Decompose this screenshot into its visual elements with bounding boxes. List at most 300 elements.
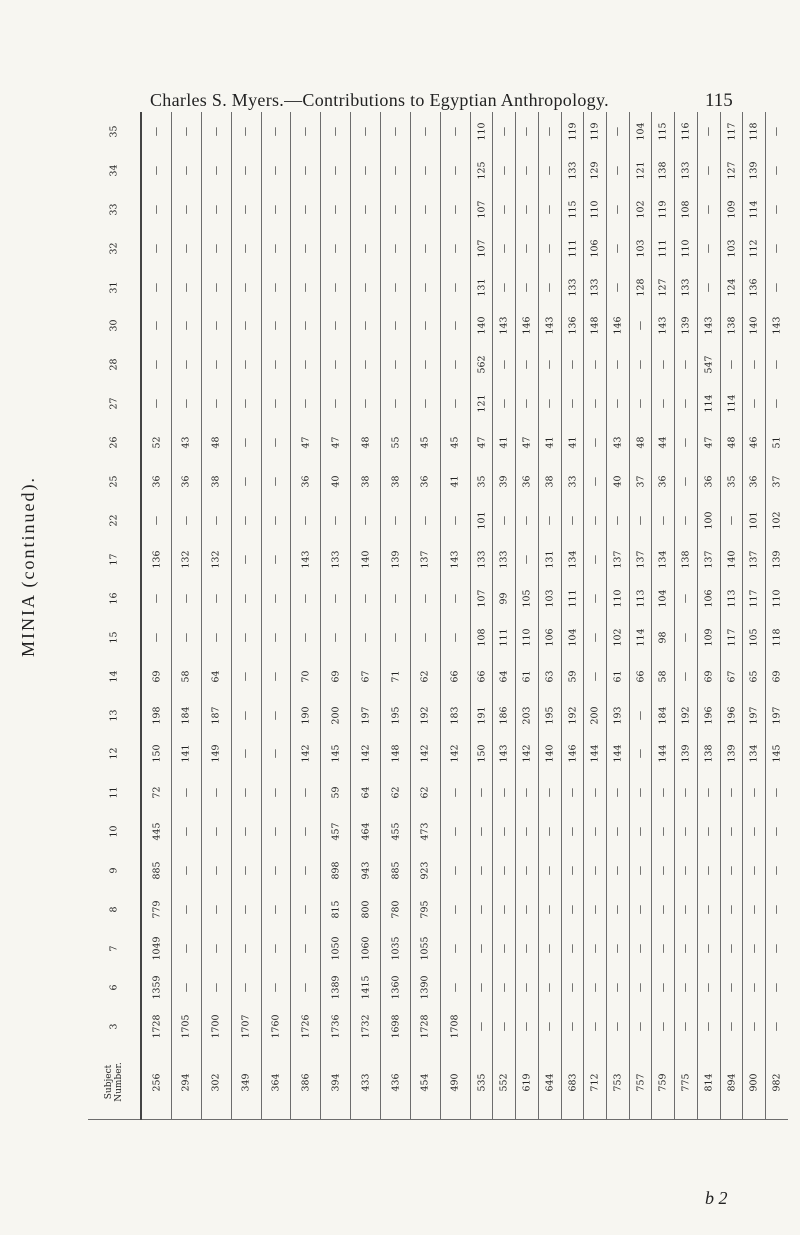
- cell-value: —: [300, 865, 312, 876]
- cell-value: 43: [612, 436, 624, 449]
- cell-value: 140: [544, 745, 556, 763]
- column-header: [88, 579, 141, 618]
- cell-value: —: [270, 476, 282, 487]
- cell-value: —: [360, 515, 372, 526]
- data-cell: [440, 112, 470, 151]
- data-cell: [743, 345, 766, 384]
- cell-value: 1415: [360, 975, 372, 1000]
- data-cell: [697, 579, 720, 618]
- cell-value: —: [612, 904, 624, 915]
- cell-value: —: [748, 360, 760, 370]
- data-cell: [561, 812, 584, 851]
- cell-value: —: [680, 827, 692, 837]
- data-cell: [697, 851, 720, 890]
- cell-value: —: [180, 943, 192, 954]
- data-cell: [538, 462, 561, 501]
- data-cell: [231, 384, 261, 423]
- cell-value: —: [521, 865, 533, 876]
- data-cell: [231, 501, 261, 540]
- data-cell: [538, 968, 561, 1007]
- cell-value: —: [360, 204, 372, 214]
- data-cell: [291, 773, 321, 812]
- column-header-label: 26: [108, 436, 120, 449]
- data-cell: [231, 929, 261, 968]
- cell-value: —: [589, 1021, 601, 1031]
- data-cell: [470, 968, 493, 1007]
- data-cell: [261, 112, 291, 151]
- data-cell: [561, 773, 584, 812]
- cell-value: —: [210, 204, 222, 214]
- cell-value: 142: [419, 745, 431, 763]
- data-cell: [171, 501, 201, 540]
- cell-value: —: [150, 321, 162, 331]
- running-title: Charles S. Myers.—Contributions to Egyptian Anthropology.: [150, 90, 609, 110]
- cell-value: —: [680, 982, 692, 993]
- cell-value: 55: [390, 436, 402, 449]
- data-cell: [493, 968, 516, 1007]
- data-cell: [440, 696, 470, 735]
- cell-value: 562: [476, 355, 488, 374]
- data-cell: [201, 657, 231, 696]
- data-cell: [291, 190, 321, 229]
- cell-value: —: [498, 865, 510, 876]
- data-cell: [720, 462, 743, 501]
- data-cell: [720, 851, 743, 890]
- cell-value: 200: [589, 706, 601, 724]
- data-cell: [321, 773, 351, 812]
- cell-value: —: [240, 749, 252, 759]
- data-cell: [171, 657, 201, 696]
- cell-value: 1050: [330, 936, 342, 961]
- cell-value: —: [612, 282, 624, 292]
- data-cell: [561, 657, 584, 696]
- data-cell: [538, 112, 561, 151]
- data-cell: [584, 462, 607, 501]
- cell-value: —: [270, 865, 282, 876]
- cell-value: 121: [476, 394, 488, 413]
- data-cell: [470, 307, 493, 346]
- data-cell: [321, 345, 351, 384]
- cell-value: 923: [419, 861, 431, 880]
- data-cell: [351, 501, 381, 540]
- cell-value: 107: [476, 589, 488, 608]
- cell-value: —: [330, 399, 342, 409]
- column-header-label: 3: [108, 1023, 120, 1030]
- data-cell: [766, 579, 788, 618]
- cell-value: —: [240, 476, 252, 487]
- cell-value: —: [240, 438, 252, 448]
- column-32: [88, 229, 788, 268]
- cell-value: 107: [476, 239, 488, 258]
- cell-value: 795: [419, 900, 431, 919]
- data-cell: [440, 501, 470, 540]
- cell-value: —: [612, 515, 624, 526]
- data-cell: [607, 890, 630, 929]
- data-cell: [261, 929, 291, 968]
- data-cell: [675, 151, 698, 190]
- cell-value: —: [330, 593, 342, 604]
- data-cell: [201, 540, 231, 579]
- data-cell: [351, 773, 381, 812]
- data-cell: [675, 190, 698, 229]
- data-cell: [231, 851, 261, 890]
- data-cell: [171, 345, 201, 384]
- cell-value: —: [360, 321, 372, 331]
- data-cell: [743, 540, 766, 579]
- cell-value: —: [390, 243, 402, 253]
- cell-value: —: [240, 282, 252, 292]
- cell-value: 1359: [150, 975, 162, 1000]
- data-cell: [141, 773, 171, 812]
- cell-value: —: [270, 982, 282, 993]
- cell-value: 129: [589, 161, 601, 180]
- data-cell: [171, 929, 201, 968]
- cell-value: 197: [771, 706, 783, 724]
- cell-value: —: [180, 593, 192, 604]
- cell-value: —: [240, 554, 252, 565]
- data-cell: [351, 1007, 381, 1046]
- data-cell: [261, 462, 291, 501]
- cell-value: 134: [657, 550, 669, 569]
- subject-number-value: 683: [566, 1073, 578, 1092]
- side-caption: MINIA (continued).: [18, 476, 38, 657]
- cell-value: 108: [476, 628, 488, 647]
- data-cell: [675, 890, 698, 929]
- cell-value: —: [449, 788, 461, 798]
- data-cell: [743, 229, 766, 268]
- data-cell: [440, 151, 470, 190]
- data-cell: [766, 540, 788, 579]
- data-cell: [607, 307, 630, 346]
- cell-value: 63: [544, 670, 556, 683]
- data-cell: [584, 307, 607, 346]
- subject-number-value: 775: [680, 1073, 692, 1092]
- column-header: [88, 968, 141, 1007]
- cell-value: —: [680, 1021, 692, 1031]
- data-cell: [766, 812, 788, 851]
- cell-value: —: [180, 632, 192, 642]
- column-header-label: 17: [108, 553, 120, 566]
- cell-value: 101: [476, 511, 488, 530]
- data-cell: [291, 812, 321, 851]
- data-cell: [261, 229, 291, 268]
- cell-value: —: [589, 788, 601, 798]
- cell-value: 779: [150, 900, 162, 919]
- data-cell: [493, 1007, 516, 1046]
- data-cell: [561, 229, 584, 268]
- cell-value: 33: [566, 475, 578, 488]
- subject-number-value: 294: [180, 1073, 192, 1092]
- data-cell: [171, 1007, 201, 1046]
- data-cell: [171, 735, 201, 774]
- data-cell: [607, 501, 630, 540]
- cell-value: —: [657, 360, 669, 370]
- cell-value: —: [680, 593, 692, 604]
- cell-value: —: [449, 593, 461, 604]
- data-cell: [381, 345, 411, 384]
- data-cell: [538, 229, 561, 268]
- data-cell: [410, 929, 440, 968]
- data-cell: [351, 345, 381, 384]
- data-cell: [561, 929, 584, 968]
- cell-value: —: [300, 243, 312, 253]
- data-cell: [141, 190, 171, 229]
- cell-value: —: [748, 982, 760, 993]
- subject-number-cell: [141, 1046, 171, 1120]
- data-cell: [381, 307, 411, 346]
- cell-value: 200: [330, 706, 342, 724]
- data-cell: [561, 1007, 584, 1046]
- cell-value: —: [240, 321, 252, 331]
- data-cell: [607, 851, 630, 890]
- column-header-label: 13: [108, 709, 120, 722]
- data-cell: [720, 307, 743, 346]
- cell-value: —: [419, 360, 431, 370]
- data-cell: [351, 696, 381, 735]
- cell-value: 116: [680, 122, 692, 141]
- data-cell: [493, 696, 516, 735]
- cell-value: 1700: [210, 1014, 222, 1039]
- cell-value: —: [449, 165, 461, 176]
- cell-value: 43: [180, 436, 192, 449]
- cell-value: —: [498, 982, 510, 993]
- data-cell: [493, 890, 516, 929]
- cell-value: —: [150, 126, 162, 137]
- data-cell: [171, 773, 201, 812]
- cell-value: —: [657, 827, 669, 837]
- cell-value: —: [476, 904, 488, 915]
- data-cell: [291, 1007, 321, 1046]
- cell-value: —: [771, 982, 783, 993]
- cell-value: —: [390, 360, 402, 370]
- cell-value: —: [240, 710, 252, 720]
- cell-value: —: [390, 126, 402, 137]
- cell-value: 114: [635, 628, 647, 647]
- cell-value: 47: [300, 436, 312, 449]
- data-cell: [381, 890, 411, 929]
- data-cell: [697, 345, 720, 384]
- data-cell: [652, 345, 675, 384]
- cell-value: —: [210, 360, 222, 370]
- column-header: [88, 384, 141, 423]
- cell-value: 455: [390, 822, 402, 841]
- cell-value: —: [300, 632, 312, 642]
- subject-number-cell: [516, 1046, 539, 1120]
- data-cell: [171, 890, 201, 929]
- data-cell: [351, 735, 381, 774]
- data-cell: [291, 851, 321, 890]
- data-cell: [470, 384, 493, 423]
- cell-value: —: [419, 126, 431, 137]
- data-cell: [470, 501, 493, 540]
- cell-value: 146: [612, 317, 624, 335]
- data-cell: [652, 851, 675, 890]
- data-cell: [720, 696, 743, 735]
- data-cell: [351, 851, 381, 890]
- cell-value: —: [771, 399, 783, 409]
- data-cell: [652, 229, 675, 268]
- cell-value: —: [657, 515, 669, 526]
- cell-value: 134: [566, 550, 578, 569]
- data-cell: [652, 1007, 675, 1046]
- signature-mark: b 2: [705, 1188, 728, 1208]
- cell-value: —: [521, 554, 533, 565]
- column-13: [88, 696, 788, 735]
- cell-value: —: [544, 126, 556, 137]
- data-cell: [141, 268, 171, 307]
- cell-value: —: [419, 165, 431, 176]
- cell-value: —: [635, 788, 647, 798]
- data-cell: [321, 229, 351, 268]
- cell-value: —: [180, 399, 192, 409]
- data-cell: [201, 229, 231, 268]
- cell-value: —: [589, 554, 601, 565]
- data-cell: [584, 423, 607, 462]
- data-cell: [141, 112, 171, 151]
- data-cell: [675, 696, 698, 735]
- cell-value: —: [360, 165, 372, 176]
- data-cell: [584, 851, 607, 890]
- cell-value: —: [589, 438, 601, 448]
- data-cell: [410, 657, 440, 696]
- data-cell: [440, 1007, 470, 1046]
- data-cell: [629, 773, 652, 812]
- cell-value: —: [521, 515, 533, 526]
- cell-value: 133: [498, 550, 510, 569]
- cell-value: —: [498, 399, 510, 409]
- cell-value: 103: [544, 589, 556, 608]
- page-number: 115: [705, 90, 733, 111]
- data-cell: [493, 462, 516, 501]
- cell-value: 112: [748, 239, 760, 258]
- column-8: [88, 890, 788, 929]
- cell-value: —: [449, 865, 461, 876]
- cell-value: 780: [390, 900, 402, 919]
- cell-value: 133: [680, 161, 692, 180]
- data-cell: [201, 851, 231, 890]
- cell-value: 144: [612, 745, 624, 763]
- data-cell: [629, 151, 652, 190]
- cell-value: 139: [390, 550, 402, 569]
- cell-value: —: [240, 788, 252, 798]
- cell-value: 47: [703, 436, 715, 449]
- cell-value: —: [521, 243, 533, 253]
- cell-value: —: [521, 827, 533, 837]
- data-cell: [321, 540, 351, 579]
- cell-value: —: [544, 360, 556, 370]
- cell-value: 111: [498, 628, 510, 647]
- data-cell: [261, 540, 291, 579]
- subject-number-value: 490: [449, 1073, 461, 1092]
- cell-value: —: [544, 943, 556, 954]
- cell-value: —: [657, 904, 669, 915]
- data-cell: [493, 929, 516, 968]
- data-cell: [629, 229, 652, 268]
- data-cell: [584, 190, 607, 229]
- cell-value: 1360: [390, 975, 402, 1000]
- cell-value: —: [748, 904, 760, 915]
- data-cell: [720, 579, 743, 618]
- cell-value: —: [449, 399, 461, 409]
- column-header-label: 12: [108, 747, 120, 760]
- cell-value: 145: [771, 745, 783, 763]
- cell-value: 133: [566, 278, 578, 297]
- cell-value: —: [210, 321, 222, 331]
- cell-value: —: [390, 632, 402, 642]
- data-cell: [321, 579, 351, 618]
- data-cell: [291, 229, 321, 268]
- data-cell: [516, 618, 539, 657]
- cell-value: —: [150, 593, 162, 604]
- column-header-label: 9: [108, 867, 120, 874]
- subject-number-value: 535: [476, 1073, 488, 1092]
- cell-value: 137: [419, 550, 431, 569]
- data-cell: [766, 657, 788, 696]
- data-cell: [743, 384, 766, 423]
- data-cell: [470, 345, 493, 384]
- cell-value: 143: [771, 317, 783, 335]
- cell-value: 1728: [150, 1014, 162, 1039]
- data-cell: [720, 384, 743, 423]
- subject-number-value: 349: [240, 1073, 252, 1092]
- data-cell: [141, 462, 171, 501]
- data-cell: [607, 812, 630, 851]
- data-cell: [538, 735, 561, 774]
- data-cell: [171, 268, 201, 307]
- column-header: [88, 618, 141, 657]
- data-cell: [410, 307, 440, 346]
- data-cell: [697, 735, 720, 774]
- cell-value: 1390: [419, 975, 431, 1000]
- cell-value: —: [180, 865, 192, 876]
- data-cell: [652, 890, 675, 929]
- cell-value: —: [180, 126, 192, 137]
- data-cell: [584, 151, 607, 190]
- column-22: [88, 501, 788, 540]
- cell-value: —: [726, 1021, 737, 1031]
- cell-value: —: [544, 515, 556, 526]
- data-cell: [743, 735, 766, 774]
- data-cell: [766, 851, 788, 890]
- data-cell: [141, 151, 171, 190]
- cell-value: —: [612, 204, 624, 214]
- data-cell: [766, 307, 788, 346]
- data-cell: [720, 112, 743, 151]
- data-cell: [675, 307, 698, 346]
- data-cell: [351, 579, 381, 618]
- cell-value: 132: [210, 550, 222, 569]
- data-cell: [675, 384, 698, 423]
- data-cell: [410, 462, 440, 501]
- data-cell: [516, 1007, 539, 1046]
- data-cell: [538, 890, 561, 929]
- cell-value: —: [566, 982, 578, 993]
- cell-value: —: [657, 1021, 669, 1031]
- data-cell: [561, 851, 584, 890]
- cell-value: 943: [360, 861, 372, 880]
- data-cell: [261, 1007, 291, 1046]
- cell-value: 37: [771, 475, 783, 488]
- data-cell: [171, 307, 201, 346]
- data-cell: [291, 618, 321, 657]
- data-cell: [697, 423, 720, 462]
- data-cell: [231, 812, 261, 851]
- cell-value: 133: [680, 278, 692, 297]
- cell-value: —: [748, 943, 760, 954]
- data-cell: [470, 423, 493, 462]
- cell-value: 150: [476, 745, 488, 763]
- data-cell: [381, 501, 411, 540]
